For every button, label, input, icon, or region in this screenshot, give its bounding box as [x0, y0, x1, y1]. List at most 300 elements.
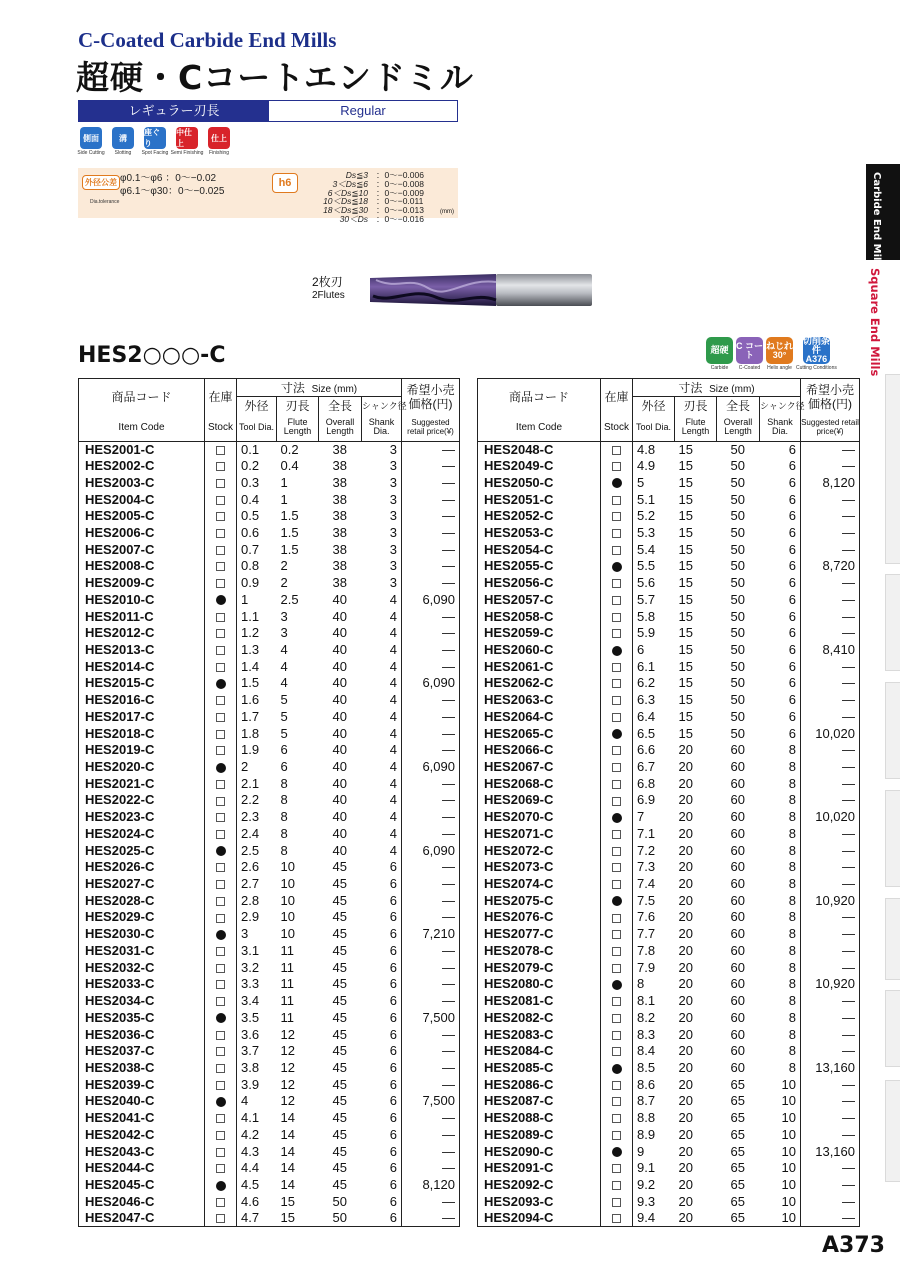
table-row — [79, 809, 460, 826]
tool-dia: 1.5 — [241, 675, 260, 691]
side-cutting-icon: 側面 — [80, 127, 102, 149]
not-stocked-icon — [216, 1114, 225, 1123]
shank-dia: 3 — [362, 541, 402, 558]
overall-length: 60 — [730, 1009, 745, 1025]
retail-price: ― — [842, 959, 855, 975]
overall-length: 45 — [332, 1143, 347, 1159]
flute-length: 20 — [678, 859, 693, 875]
retail-price: ― — [442, 1043, 455, 1059]
stock-indicator — [601, 1093, 633, 1110]
stock-indicator — [601, 491, 633, 508]
overall-length: 60 — [730, 909, 745, 925]
table-row — [79, 1210, 460, 1227]
stock-indicator — [601, 675, 633, 692]
flute-length: 0.2 — [280, 441, 299, 457]
stock-indicator — [601, 826, 633, 843]
not-stocked-icon — [216, 646, 225, 655]
shank-dia: 6 — [362, 1060, 402, 1077]
title-japanese: 超硬・Cコートエンドミル — [76, 58, 474, 97]
tool-dia: 5.2 — [637, 508, 656, 524]
not-stocked-icon — [612, 830, 621, 839]
overall-length: 50 — [730, 558, 745, 574]
retail-price: ― — [442, 892, 455, 908]
not-stocked-icon — [216, 529, 225, 538]
not-stocked-icon — [612, 1214, 621, 1223]
table-row — [478, 709, 860, 726]
flute-length: 20 — [678, 1143, 693, 1159]
table-row — [79, 625, 460, 642]
shank-dia: 10 — [760, 1160, 801, 1177]
stock-indicator — [601, 508, 633, 525]
retail-price: ― — [442, 608, 455, 624]
flute-length: 20 — [678, 1176, 693, 1192]
stock-indicator — [601, 541, 633, 558]
table-row — [478, 508, 860, 525]
stock-indicator — [601, 1177, 633, 1194]
stock-indicator — [601, 943, 633, 960]
flute-length: 20 — [678, 1210, 693, 1226]
retail-price: ― — [842, 1026, 855, 1042]
application-icons — [78, 127, 232, 156]
not-stocked-icon — [216, 496, 225, 505]
retail-price: 6,090 — [422, 675, 455, 691]
not-stocked-icon — [612, 446, 621, 455]
table-row — [79, 1160, 460, 1177]
overall-length: 38 — [332, 441, 347, 457]
not-stocked-icon — [216, 780, 225, 789]
flute-length: 12 — [280, 1059, 295, 1075]
flute-length: 15 — [678, 692, 693, 708]
flute-length: 20 — [678, 892, 693, 908]
stock-indicator — [205, 859, 237, 876]
retail-price: ― — [442, 942, 455, 958]
tool-dia: 4.6 — [241, 1193, 260, 1209]
in-stock-icon — [216, 763, 226, 773]
item-code: HES2067-C — [478, 759, 601, 776]
tool-dia: 1.3 — [241, 641, 260, 657]
item-code: HES2075-C — [478, 892, 601, 909]
table-row — [79, 1043, 460, 1060]
stock-indicator — [205, 1009, 237, 1026]
stock-indicator — [205, 742, 237, 759]
tool-dia: 1.6 — [241, 692, 260, 708]
series-title: HES2○○○-C — [78, 343, 226, 368]
tool-dia: 6.8 — [637, 775, 656, 791]
table-row — [478, 759, 860, 776]
retail-price: ― — [842, 1093, 855, 1109]
shank-dia: 10 — [760, 1093, 801, 1110]
flute-length: 11 — [280, 942, 294, 958]
overall-length: 50 — [730, 608, 745, 624]
flute-length: 20 — [678, 976, 693, 992]
flute-length: 15 — [678, 474, 693, 490]
flute-length: 1.5 — [280, 524, 299, 540]
overall-length: 60 — [730, 775, 745, 791]
not-stocked-icon — [216, 947, 225, 956]
flute-length: 20 — [678, 775, 693, 791]
retail-price: ― — [442, 541, 455, 557]
retail-price: ― — [442, 441, 455, 457]
tool-dia: 8.8 — [637, 1110, 656, 1126]
tool-dia: 0.4 — [241, 491, 260, 507]
stock-indicator — [601, 1193, 633, 1210]
shank-dia: 8 — [760, 1043, 801, 1060]
header-stock-en: Stock — [601, 414, 633, 441]
not-stocked-icon — [612, 596, 621, 605]
stock-indicator — [601, 692, 633, 709]
not-stocked-icon — [612, 1198, 621, 1207]
shank-dia: 4 — [362, 826, 402, 843]
not-stocked-icon — [216, 880, 225, 889]
spec-caption: Cutting Conditions — [796, 365, 837, 371]
tool-dia: 4.4 — [241, 1160, 260, 1176]
header-shank-en: Shank Dia. — [760, 414, 801, 441]
stock-indicator — [601, 1060, 633, 1077]
shank-dia: 8 — [760, 859, 801, 876]
flute-length: 1.5 — [280, 541, 299, 557]
retail-price: ― — [442, 792, 455, 808]
table-row — [79, 658, 460, 675]
retail-price: ― — [842, 792, 855, 808]
item-code: HES2083-C — [478, 1026, 601, 1043]
semi-finishing-icon: 中仕上 — [176, 127, 198, 149]
item-code: HES2011-C — [79, 608, 205, 625]
table-row — [79, 458, 460, 475]
shank-dia: 4 — [362, 625, 402, 642]
table-row — [79, 943, 460, 960]
side-tab-ghost — [885, 990, 900, 1067]
flute-length: 20 — [678, 1160, 693, 1176]
shank-dia: 4 — [362, 692, 402, 709]
stock-indicator — [601, 993, 633, 1010]
table-row — [478, 608, 860, 625]
in-stock-icon — [216, 1097, 226, 1107]
spec-item[interactable] — [796, 337, 837, 371]
helix-angle-icon: ねじれ 30° — [766, 337, 793, 364]
in-stock-icon — [612, 896, 622, 906]
shank-dia: 3 — [362, 508, 402, 525]
item-code: HES2038-C — [79, 1060, 205, 1077]
header-flute-en: Flute Length — [277, 414, 319, 441]
shank-dia: 3 — [362, 575, 402, 592]
not-stocked-icon — [612, 1097, 621, 1106]
stock-indicator — [205, 575, 237, 592]
not-stocked-icon — [612, 930, 621, 939]
flute-length: 14 — [280, 1126, 295, 1142]
overall-length: 50 — [730, 441, 745, 457]
retail-price: ― — [442, 825, 455, 841]
tool-dia: 1.7 — [241, 708, 260, 724]
flute-length: 20 — [678, 1026, 693, 1042]
item-code: HES2068-C — [478, 775, 601, 792]
not-stocked-icon — [216, 813, 225, 822]
retail-price: ― — [442, 876, 455, 892]
table-row — [478, 876, 860, 893]
item-code: HES2009-C — [79, 575, 205, 592]
tool-dia: 7.2 — [637, 842, 656, 858]
overall-length: 65 — [730, 1160, 745, 1176]
not-stocked-icon — [612, 863, 621, 872]
flute-length: 20 — [678, 876, 693, 892]
item-code: HES2002-C — [79, 458, 205, 475]
shank-dia: 6 — [760, 491, 801, 508]
shank-dia: 10 — [760, 1076, 801, 1093]
flute-length: 20 — [678, 825, 693, 841]
retail-price: ― — [442, 859, 455, 875]
shank-tolerance-condition: 30＜Ds — [339, 213, 368, 224]
stock-indicator — [205, 792, 237, 809]
header-stock-en: Stock — [205, 414, 237, 441]
item-code: HES2026-C — [79, 859, 205, 876]
shank-tolerance-condition: Ds≦3 — [345, 170, 368, 180]
table-row — [79, 976, 460, 993]
item-code: HES2053-C — [478, 525, 601, 542]
item-code: HES2024-C — [79, 826, 205, 843]
flute-length: 4 — [280, 658, 288, 674]
table-row — [478, 591, 860, 608]
table-row — [79, 591, 460, 608]
table-row — [478, 1076, 860, 1093]
tool-dia: 0.3 — [241, 474, 260, 490]
title-english: C-Coated Carbide End Mills — [78, 28, 337, 52]
not-stocked-icon — [216, 713, 225, 722]
header-tool-jp: 外径 — [237, 397, 277, 415]
table-row — [79, 1177, 460, 1194]
shank-dia: 10 — [760, 1110, 801, 1127]
tool-dia: 3.3 — [241, 976, 260, 992]
stock-indicator — [205, 876, 237, 893]
overall-length: 50 — [730, 725, 745, 741]
type-label-en: Regular — [340, 103, 386, 118]
retail-price: ― — [842, 1110, 855, 1126]
header-item-code-jp: 商品コード — [478, 379, 601, 415]
shank-tolerance-value: ：0～−0.013 — [376, 205, 424, 216]
table-row — [79, 709, 460, 726]
table-row — [79, 926, 460, 943]
product-table-right — [477, 378, 860, 1227]
header-tool-en: Tool Dia. — [633, 414, 675, 441]
tool-dia: 3.1 — [241, 942, 260, 958]
overall-length: 45 — [332, 892, 347, 908]
item-code: HES2015-C — [79, 675, 205, 692]
retail-price: ― — [842, 491, 855, 507]
flute-length: 20 — [678, 909, 693, 925]
item-code: HES2087-C — [478, 1093, 601, 1110]
not-stocked-icon — [612, 1031, 621, 1040]
shank-dia: 4 — [362, 709, 402, 726]
stock-indicator — [601, 625, 633, 642]
stock-indicator — [601, 742, 633, 759]
tool-dia: 7.1 — [637, 825, 656, 841]
overall-length: 45 — [332, 1160, 347, 1176]
flute-length: 20 — [678, 809, 693, 825]
not-stocked-icon — [612, 613, 621, 622]
item-code: HES2051-C — [478, 491, 601, 508]
spec-item — [766, 337, 793, 371]
not-stocked-icon — [612, 546, 621, 555]
table-row — [478, 1160, 860, 1177]
flute-length: 14 — [280, 1143, 295, 1159]
type-bar — [78, 100, 458, 122]
item-code: HES2069-C — [478, 792, 601, 809]
shank-dia: 6 — [362, 1093, 402, 1110]
item-code: HES2086-C — [478, 1076, 601, 1093]
tool-dia: 0.2 — [241, 458, 260, 474]
flute-length: 3 — [280, 608, 288, 624]
flute-length: 15 — [678, 491, 693, 507]
shank-dia: 8 — [760, 759, 801, 776]
item-code: HES2064-C — [478, 709, 601, 726]
overall-length: 65 — [730, 1076, 745, 1092]
tool-dia: 6.7 — [637, 759, 656, 775]
header-flute-jp: 刃長 — [277, 397, 319, 415]
application-caption: Spot Facing — [141, 150, 169, 156]
item-code: HES2032-C — [79, 959, 205, 976]
stock-indicator — [601, 558, 633, 575]
spec-item — [736, 337, 763, 371]
side-tab-ghost — [885, 374, 900, 564]
overall-length: 45 — [332, 1009, 347, 1025]
header-size-en: Size (mm) — [311, 384, 358, 395]
overall-length: 40 — [332, 641, 347, 657]
flute-length: 4 — [280, 675, 288, 691]
item-code: HES2013-C — [79, 642, 205, 659]
item-code: HES2088-C — [478, 1110, 601, 1127]
flute-length: 4 — [280, 641, 288, 657]
stock-indicator — [205, 491, 237, 508]
not-stocked-icon — [216, 512, 225, 521]
tool-dia: 9.3 — [637, 1193, 656, 1209]
not-stocked-icon — [216, 1081, 225, 1090]
item-code: HES2063-C — [478, 692, 601, 709]
not-stocked-icon — [612, 1181, 621, 1190]
table-row — [79, 541, 460, 558]
tool-dia: 9.1 — [637, 1160, 656, 1176]
flute-length: 6 — [280, 742, 288, 758]
not-stocked-icon — [216, 1064, 225, 1073]
stock-indicator — [205, 993, 237, 1010]
carbide-icon: 超硬 — [706, 337, 733, 364]
not-stocked-icon — [216, 446, 225, 455]
shank-dia: 8 — [760, 826, 801, 843]
item-code: HES2043-C — [79, 1143, 205, 1160]
stock-indicator — [205, 675, 237, 692]
overall-length: 40 — [332, 742, 347, 758]
stock-indicator — [205, 1193, 237, 1210]
table-row — [478, 742, 860, 759]
side-tab-ghost — [885, 1080, 900, 1182]
flute-length: 20 — [678, 759, 693, 775]
application-item — [78, 127, 104, 156]
header-size-jp: 寸法 — [280, 381, 305, 395]
shank-dia: 4 — [362, 658, 402, 675]
tool-dia: 8.7 — [637, 1093, 656, 1109]
overall-length: 65 — [730, 1110, 745, 1126]
table-row — [79, 1060, 460, 1077]
not-stocked-icon — [216, 863, 225, 872]
side-tab-ghost — [885, 574, 900, 671]
table-row — [79, 608, 460, 625]
flute-length: 5 — [280, 708, 288, 724]
shank-dia: 8 — [760, 842, 801, 859]
flute-length: 20 — [678, 1009, 693, 1025]
stock-indicator — [205, 1110, 237, 1127]
overall-length: 45 — [332, 1110, 347, 1126]
table-row — [79, 1143, 460, 1160]
item-code: HES2039-C — [79, 1076, 205, 1093]
flute-length: 8 — [280, 809, 288, 825]
tool-dia: 4.8 — [637, 441, 656, 457]
table-row — [79, 959, 460, 976]
retail-price: ― — [442, 993, 455, 1009]
not-stocked-icon — [612, 1131, 621, 1140]
stock-indicator — [205, 959, 237, 976]
overall-length: 45 — [332, 976, 347, 992]
item-code: HES2055-C — [478, 558, 601, 575]
overall-length: 45 — [332, 1076, 347, 1092]
table-row — [79, 508, 460, 525]
flute-length: 14 — [280, 1110, 295, 1126]
table-row — [478, 959, 860, 976]
overall-length: 45 — [332, 926, 347, 942]
shank-dia: 6 — [362, 1143, 402, 1160]
retail-price: ― — [442, 458, 455, 474]
item-code: HES2076-C — [478, 909, 601, 926]
shank-dia: 10 — [760, 1126, 801, 1143]
shank-dia: 6 — [760, 541, 801, 558]
overall-length: 40 — [332, 708, 347, 724]
flute-length: 2.5 — [280, 591, 299, 607]
not-stocked-icon — [216, 746, 225, 755]
stock-indicator — [205, 1076, 237, 1093]
tool-dia: 3.8 — [241, 1059, 260, 1075]
shank-dia: 6 — [362, 1043, 402, 1060]
item-code: HES2049-C — [478, 458, 601, 475]
tool-dia: 8.4 — [637, 1043, 656, 1059]
overall-length: 40 — [332, 792, 347, 808]
item-code: HES2078-C — [478, 943, 601, 960]
not-stocked-icon — [216, 1031, 225, 1040]
flutes-label-jp: 2枚刃 — [312, 275, 343, 289]
shank-tolerance-value: ：0～−0.006 — [376, 170, 424, 180]
item-code: HES2094-C — [478, 1210, 601, 1227]
not-stocked-icon — [612, 964, 621, 973]
retail-price: ― — [442, 725, 455, 741]
overall-length: 45 — [332, 959, 347, 975]
overall-length: 60 — [730, 825, 745, 841]
not-stocked-icon — [612, 746, 621, 755]
table-row — [478, 458, 860, 475]
flutes-label — [312, 276, 345, 302]
retail-price: ― — [842, 524, 855, 540]
flute-length: 20 — [678, 959, 693, 975]
item-code: HES2058-C — [478, 608, 601, 625]
retail-price: 13,160 — [815, 1143, 855, 1159]
overall-length: 60 — [730, 859, 745, 875]
overall-length: 60 — [730, 1026, 745, 1042]
table-row — [478, 692, 860, 709]
side-tab-square-label: Square End Mills — [868, 268, 882, 377]
shank-dia: 8 — [760, 959, 801, 976]
stock-indicator — [205, 943, 237, 960]
flute-length: 2 — [280, 558, 288, 574]
header-stock-jp: 在庫 — [205, 379, 237, 415]
item-code: HES2042-C — [79, 1126, 205, 1143]
application-item — [110, 127, 136, 156]
stock-indicator — [601, 1026, 633, 1043]
overall-length: 50 — [730, 541, 745, 557]
stock-indicator — [205, 1043, 237, 1060]
